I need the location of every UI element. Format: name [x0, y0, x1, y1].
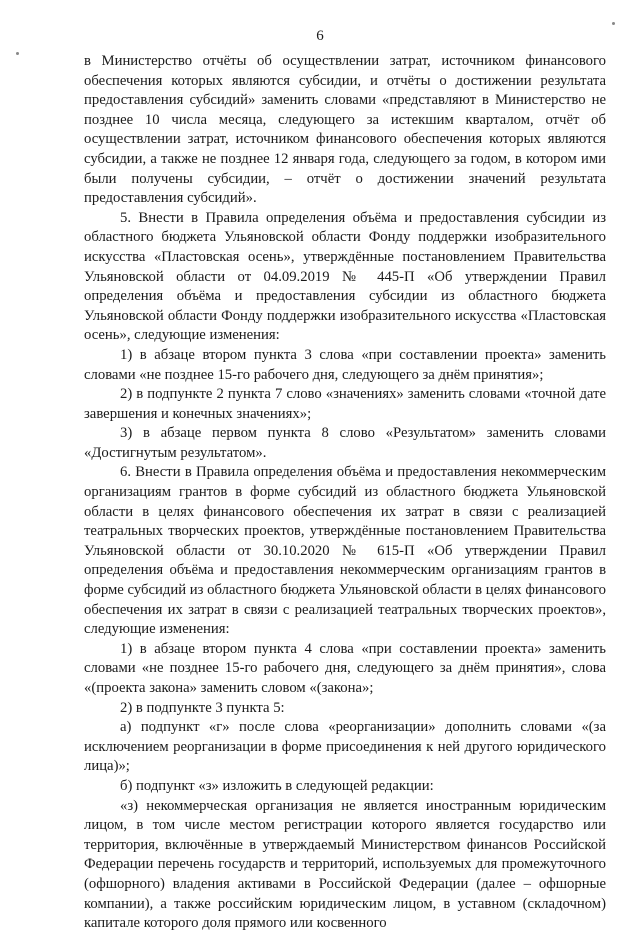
paragraph-item-6-2-a: а) подпункт «г» после слова «реорганизации» дополнить словами «(за исключением реорганизации в форме присоединения к ней другого юридического лица)»; [84, 719, 606, 775]
paragraph-continuation: в Министерство отчёты об осуществлении затрат, источником финансового обеспечения которых являются субсидии, и отчёты о достижении результата предоставления субсидий» заменить словами «представляют в Министерство не позднее 10 числа месяца, следующего за истекшим кварталом, отчёт об осуществлении затрат, источником финансового обеспечения которых являются субсидии, а также не позднее 12 января года, следующего за годом, в котором ими были получены субсидии, – отчёт о достижении значений результата предоставления субсидий». [84, 53, 606, 207]
paragraph-item-5: 5. Внести в Правила определения объёма и предоставления субсидии из областного бюджета Ульяновской области Фонду поддержки изобразительного искусства «Пластовская осень», утверждённые постановлением Правительства Ульяновской области от 04.09.2019 № 445-П «Об утверждении Правил определения объёма и предоставления субсидии из областного бюджета Ульяновской области Фонду поддержки изобразительного искусства «Пластовская осень», следующие изменения: [84, 209, 606, 344]
page-number: 6 [316, 28, 324, 44]
paragraph-item-6-2-b: б) подпункт «з» изложить в следующей редакции: [120, 777, 434, 794]
document-body [84, 52, 606, 934]
scan-mark [16, 52, 19, 55]
paragraph-item-5-3: 3) в абзаце первом пункта 8 слово «Результатом» заменить словами «Достигнутым результатом». [84, 425, 606, 461]
paragraph-item-6-2: 2) в подпункте 3 пункта 5: [120, 699, 285, 716]
paragraph-item-5-1: 1) в абзаце втором пункта 3 слова «при составлении проекта» заменить словами «не позднее 15-го рабочего дня, следующего за днём принятия»; [84, 346, 606, 383]
paragraph-item-5-2: 2) в подпункте 2 пункта 7 слово «значениях» заменить словами «точной дате завершения и конечных значениях»; [84, 386, 606, 422]
paragraph-item-6-1: 1) в абзаце втором пункта 4 слова «при составлении проекта» заменить словами «не позднее 15-го рабочего дня, следующего за днём принятия», слова «(проекта закона» заменить словом «(закона»; [84, 640, 606, 696]
scan-mark [612, 22, 615, 25]
paragraph-quoted-z: «з) некоммерческая организация не является иностранным юридическим лицом, в том числе местом регистрации которого является государство или территория, включённые в утверждаемый Министерством финансов Российской Федерации перечень государств и территорий, используемых для промежуточного (офшорного) владения активами в Российской Федерации (далее – офшорные компании), а также российским юридическим лицом, в уставном (складочном) капитале которого доля прямого или косвенного [84, 797, 606, 932]
paragraph-item-6: 6. Внести в Правила определения объёма и предоставления некоммерческим организациям грантов в форме субсидий из областного бюджета Ульяновской области в целях финансового обеспечения их затрат в связи с реализацией театральных творческих проектов, утверждённые постановлением Правительства Ульяновской области от 30.10.2020 № 615-П «Об утверждении Правил определения объёма и предоставления некоммерческим организациям грантов в форме субсидий из областного бюджета Ульяновской области в целях финансового обеспечения их затрат в связи с реализацией театральных творческих проектов», следующие изменения: [84, 464, 606, 638]
